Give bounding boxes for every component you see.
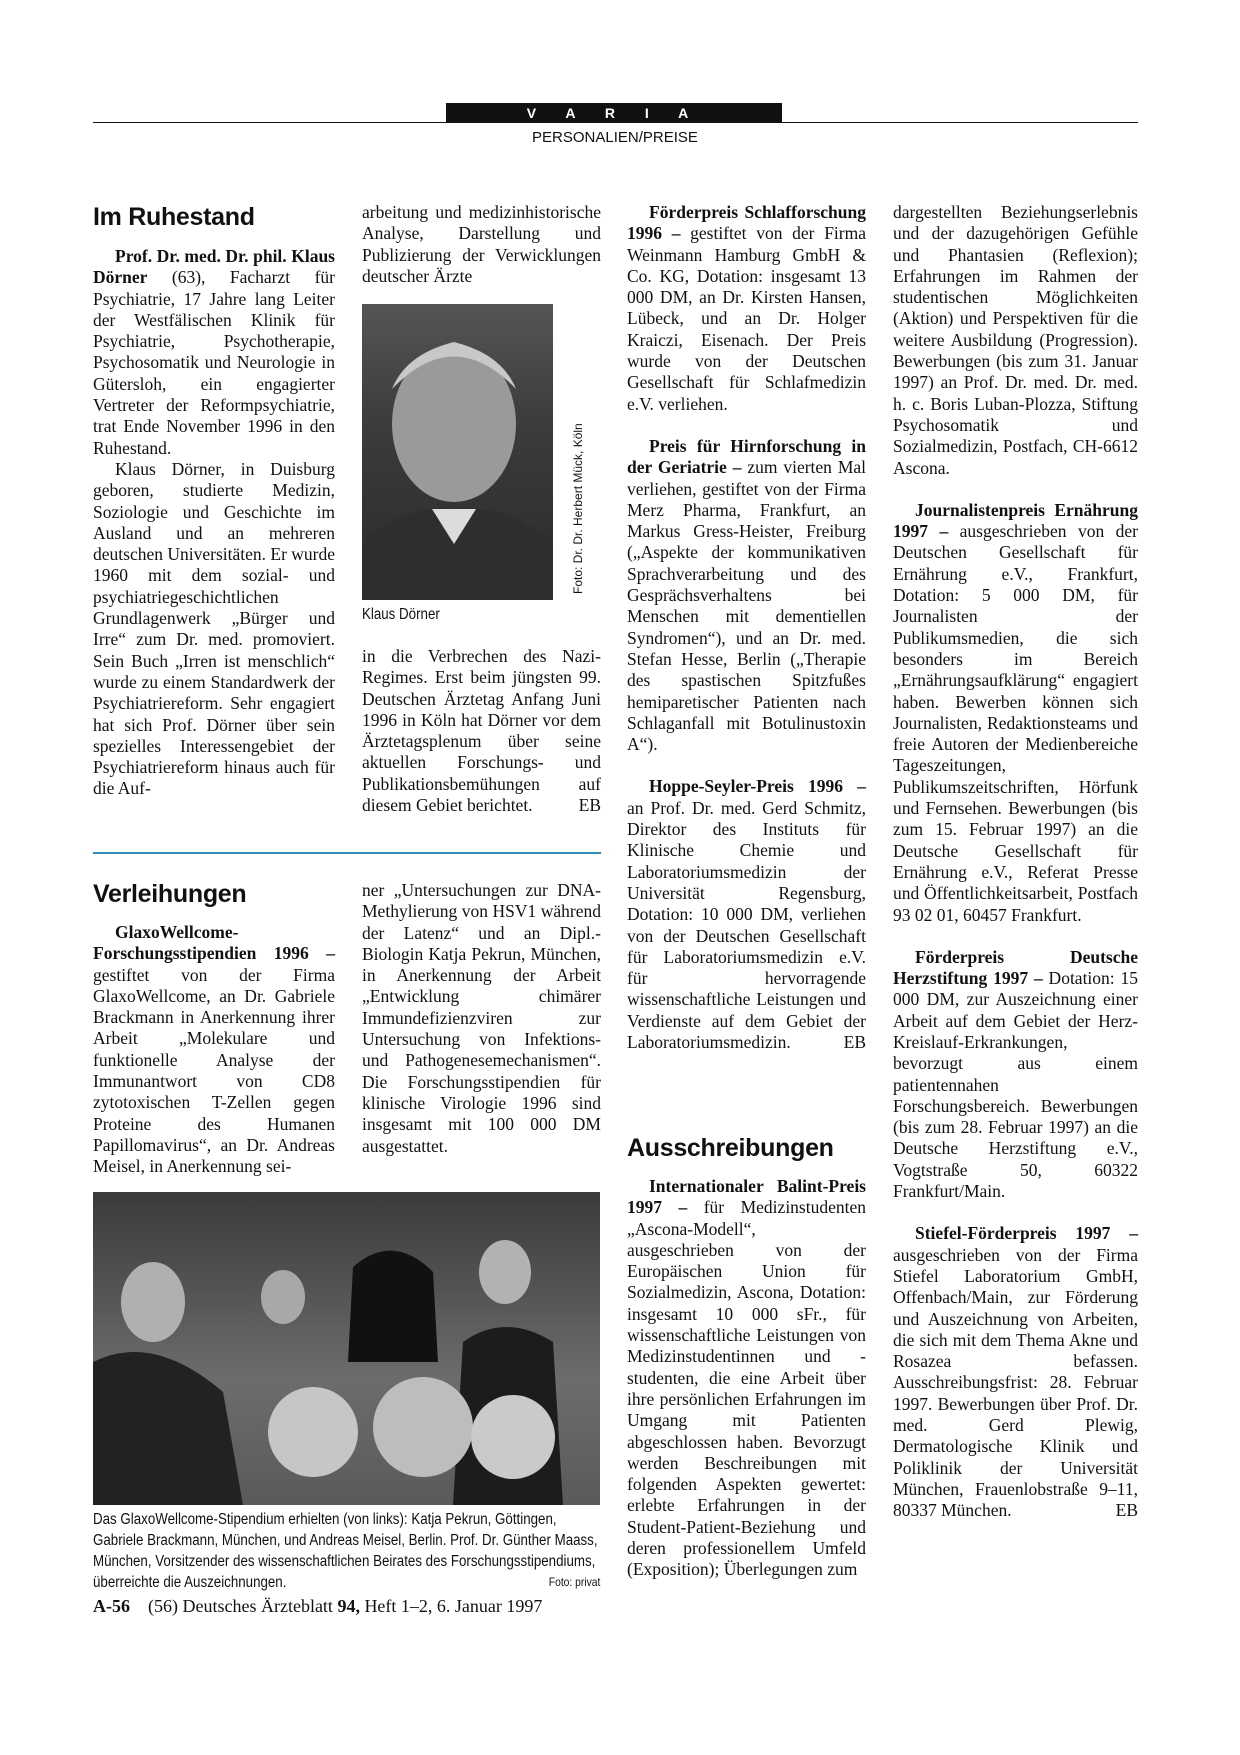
verleihungen-col1 — [93, 922, 335, 1178]
ausschreibungen-col3 — [627, 1176, 866, 1581]
award-photo-credit: Foto: privat — [548, 1575, 601, 1589]
paragraph: Prof. Dr. med. Dr. phil. Klaus Dörner (63), Facharzt für Psychiatrie, 17 Jahre lang Leiter der Westfälischen Klinik für Psychiatrie, Psychotherapie, Psychosomatik und Neurologie in Gütersloh, ein engagierter Vertreter der Reformpsychiatrie, trat Ende November 1996 in den Ruhestand. — [93, 246, 335, 458]
section-label: V A R I A — [446, 103, 782, 123]
col4-paragraphs — [893, 202, 1138, 1522]
verleihungen-col2: ner „Untersuchungen zur DNA-Methylierung von HSV1 während der Latenz“ und an Dipl.-Biologin Katja Pekrun, München, in Anerkennung der Arbeit „Entwicklung chimärer Immundefizienzviren zur Untersuchung von Infektions- und Pathogenesemechanismen“. Die Forschungsstipendien für klinische Virologie 1996 sind insgesamt mit 100 000 DM ausgestattet. — [362, 880, 601, 1156]
journal-volume: 94, — [337, 1596, 360, 1616]
signature-eb: EB — [578, 795, 601, 816]
ruhestand-col1 — [93, 246, 335, 800]
footer — [93, 1596, 542, 1617]
paragraph: Förderpreis Schlafforschung 1996 – gestiftet von der Firma Weinmann Hamburg GmbH & Co. KG, Dotation: insgesamt 13 000 DM, an Dr. Kirsten Hansen, Lübeck, und an Dr. Holger Kraiczi, Eisenach. Der Preis wurde von der Deutschen Gesellschaft für Schlafmedizin e.V. verliehen. — [627, 202, 866, 414]
paragraph: Preis für Hirnforschung in der Geriatrie – zum vierten Mal verliehen, gestiftet von der Firma Merz Pharma, Frankfurt, an Markus Gress-Heister, Freiburg („Aspekte der kommunikativen Sprachverarbeitung und des Gesprächsverhaltens bei Menschen mit dementiellen Syndromen“), und an Dr. med. Stefan Hesse, Berlin („Therapie des spastischen Spitzfußes hemiparetischer Patienten nach Schlaganfall mit Botulinustoxin A“). — [627, 435, 867, 755]
column-4 — [893, 202, 1138, 1522]
journal-issue: Heft 1–2, 6. Januar 1997 — [359, 1596, 543, 1616]
ruhestand-col2-bottom: in die Verbrechen des Nazi-Regimes. Erst beim jüngsten 99. Deutschen Ärztetag Anfang Juni 1996 in Köln hat Dörner vor dem Ärztetagsplenum über seine aktuellen Forschungs- und Publikationsbemühungen auf diesem Gebiet berichtet. EB — [362, 646, 601, 816]
subsection-label: PERSONALIEN/PREISE — [532, 129, 698, 146]
heading-ausschreibungen: Ausschreibungen — [627, 1134, 834, 1162]
paragraph: Klaus Dörner, in Duisburg geboren, studierte Medizin, Soziologie und Geschichte im Ausland und an mehreren deutschen Universitäten. Er wurde 1960 mit dem sozial- und psychiatriegeschichtlichen Grundlagenwerk „Bürger und Irre“ zum Dr. med. promoviert. Sein Buch „Irren ist menschlich“ wurde zu einem Standardwerk der Psychiatriereform. Sehr engagiert hat sich Prof. Dörner über sein spezielles Interessengebiet der Psychiatriereform hinaus auch für die Auf- — [93, 458, 336, 799]
paragraph: Stiefel-Förderpreis 1997 – ausgeschrieben von der Firma Stiefel Laboratorium GmbH, Offenbach/Main, zur Förderung und Auszeichnung von Arbeiten, die sich mit dem Thema Akne und Rosazea befassen. Ausschreibungsfrist: 28. Februar 1997. Bewerbungen über Prof. Dr. med. Gerd Plewig, Dermatologische Klinik und Poliklinik der Universität München, Frauenlobstraße 9–11, 80337 München. — [893, 1223, 1138, 1521]
award-photo-caption: Das GlaxoWellcome-Stipendium erhielten (von links): Katja Pekrun, Göttingen, Gabriele Brackmann, München, und Andreas Meisel, Berlin. Prof. Dr. Günther Maass, München, Vorsitzender des wissenschaftlichen Beirates des Forschungsstipendiums, überreichte die Auszeichnungen. Foto: privat — [93, 1511, 601, 1591]
award-photo — [93, 1192, 600, 1505]
portrait-credit: Foto: Dr. Dr. Herbert Mück, Köln — [571, 423, 585, 594]
paragraph: Internationaler Balint-Preis 1997 – für Medizinstudenten „Ascona-Modell“, ausgeschrieben von der Europäischen Union für Sozialmedizin, Ascona, Dotation: insgesamt 10 000 sFr., für wissenschaftliche Leistungen von Medizinstudentinnen und -studenten, die eine Arbeit über ihre persönlichen Erfahrungen im Umgang mit Patienten abgeschlossen haben. Bevorzugt werden Beschreibungen mit folgenden Aspekten gewertet: erlebte Erfahrungen in der Student-Patient-Beziehung und deren professionellem Umfeld (Exposition); Überlegungen zum — [627, 1176, 866, 1580]
heading-ruhestand: Im Ruhestand — [93, 203, 255, 231]
paragraph: Journalistenpreis Ernährung 1997 – ausgeschrieben von der Deutschen Gesellschaft für Ernährung e.V., Frankfurt, Dotation: 5 000 DM, für Journalisten der Publikumsmedien, die sich besonders im Bereich „Ernährungsaufklärung“ engagiert haben. Bewerben können sich Journalisten, Redaktionsteams und freie Autoren der Medienbereiche Tageszeitungen, Publikumszeitschriften, Hörfunk und Fernsehen. Bewerbungen (bis zum 15. Februar 1997) an die Deutsche Gesellschaft für Ernährung e.V., Referat Presse und Öffentlichkeitsarbeit, Postfach 93 02 01, 60457 Frankfurt. — [893, 499, 1138, 925]
portrait-caption: Klaus Dörner — [362, 606, 440, 623]
section-rule — [93, 852, 601, 854]
journal-name: (56) Deutsches Ärzteblatt — [148, 1596, 338, 1616]
heading-verleihungen: Verleihungen — [93, 880, 247, 908]
ruhestand-col2-top: arbeitung und medizinhistorische Analyse, Darstellung und Publizierung der Verwicklungen deutscher Ärzte — [362, 202, 601, 286]
paragraph: EB — [843, 1031, 866, 1052]
page-number: A-56 — [93, 1596, 130, 1616]
paragraph: Förderpreis Deutsche Herzstiftung 1997 – Dotation: 15 000 DM, zur Auszeichnung einer Arbeit auf dem Gebiet der Herz-Kreislauf-Erkrankungen, bevorzugt aus einem patientennahen Forschungsbereich. Bewerbungen (bis zum 28. Februar 1997) an die Deutsche Herzstiftung e.V., Vogtstraße 50, 60322 Frankfurt/Main. — [893, 946, 1138, 1202]
col4-signature: EB — [1115, 1500, 1138, 1521]
column-3 — [627, 202, 866, 1053]
paragraph: GlaxoWellcome-Forschungsstipendien 1996 – gestiftet von der Firma GlaxoWellcome, an Dr. Gabriele Brackmann in Anerkennung ihrer Arbeit „Molekulare und funktionelle Analyse der Immunantwort von CD8 zytotoxischen T-Zellen gegen Proteine des Humanen Papillomavirus“, an Dr. Andreas Meisel, in Anerkennung sei- — [93, 922, 335, 1177]
header-rule — [93, 122, 1138, 123]
paragraph: Hoppe-Seyler-Preis 1996 – an Prof. Dr. med. Gerd Schmitz, Direktor des Instituts für Klinische Chemie und Laboratoriumsmedizin der Universität Regensburg, Dotation: 10 000 DM, verliehen von der Deutschen Gesellschaft für Laboratoriumsmedizin e.V. für hervorragende wissenschaftliche Leistungen und Verdienste auf dem Gebiet der Laboratoriumsmedizin. — [627, 776, 866, 1052]
col3-paragraphs — [627, 202, 866, 1053]
paragraph: dargestellten Beziehungserlebnis und der dazugehörigen Gefühle und Phantasien (Reflexion); Erfahrungen im Rahmen der studentischen Möglichkeiten (Aktion) und Perspektiven für die weitere Ausbildung (Progression). Bewerbungen (bis zum 31. Januar 1997) an Prof. Dr. med. Dr. med. h. c. Boris Luban-Plozza, Stiftung Psychosomatik und Sozialmedizin, Postfach, CH-6612 Ascona. — [893, 202, 1138, 478]
portrait-photo — [362, 304, 553, 600]
